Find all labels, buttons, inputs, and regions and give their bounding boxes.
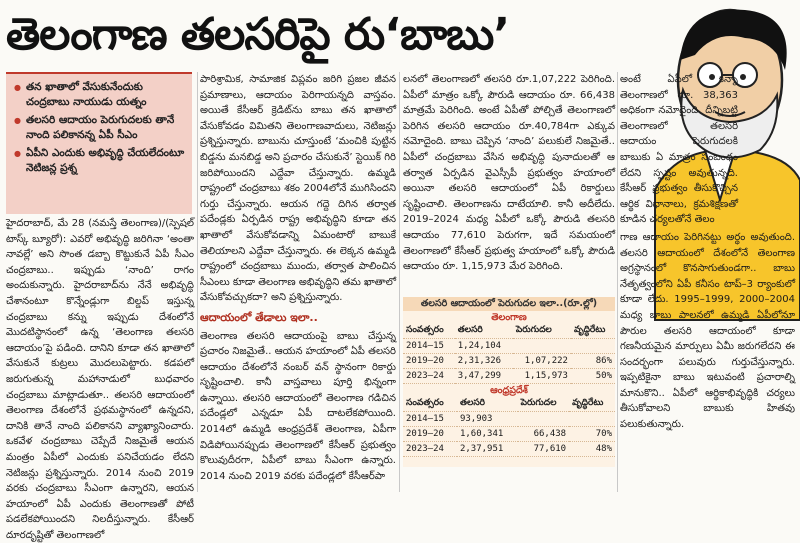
summary-point: ● తన ఖాతాలో వేసుకునేందుకు చంద్రబాబు నాయుడు యత్నం: [14, 80, 186, 110]
cell: 2019–20: [403, 427, 457, 442]
cell: 48%: [569, 442, 615, 457]
table-row: [403, 339, 615, 354]
cell: 2023–24: [403, 442, 457, 457]
summary-point: ● తలసరి ఆదాయం పెరుగుదలకు తానే నాంది పలికానన్న ఏపీ సీఎం: [14, 113, 186, 143]
cell: 93,903: [457, 412, 518, 427]
paragraph: తెలంగాణ తలసరి ఆదాయంపై బాబు చేస్తున్న ప్రచారం నిజమైతే.. ఆయన హయాంలో ఏపీ తలసరి ఆదాయం దేశంలోనే నంబర్ వన్ స్థానంగా రికార్డు సృష్టించాలి. కానీ వాస్తవాలు పూర్తి భిన్నంగా ఉన్నాయి. తలసరి ఆదాయంలో తెలంగాణ గడిచిన పదేండ్లలో ఎన్నడూ ఏపీ దాటలేకపోయింది. 2014లో ఉమ్మడి ఆంధ్రప్రదేశ్ తెలంగాణ, ఏపీగా విడిపోయినప్పుడు తెలంగాణలో కేసీఆర్ ప్రభుత్వం కొలువుదీరగా, ఏపీలో బాబు సీఎంగా ఉన్నారు. 2014 నుంచి 2019 వరకు పదేండ్లలో కేసీఆర్‌పా: [200, 330, 396, 482]
header-growth: పెరుగుదల: [513, 324, 571, 339]
article-column-4: [620, 72, 795, 492]
cell: 2,31,326: [455, 354, 513, 369]
cell: 2014–15: [403, 412, 457, 427]
table-row: [403, 412, 615, 427]
header-growth: పెరుగుదల: [518, 397, 570, 412]
paragraph: గాణ ఆదాయం పెరిగినట్టు అర్థం అవుతుంది. తలసరి ఆదాయంలో దేశంలోనే తెలంగాణ అగ్రస్థానంలో కొనసాగుతుండగా.. బాబు నేతృత్వంలోని ఏపీ కనీసం టాప్–3 ర్యాంకులో కూడా లేదు. 1995–1999, 2000–2004 మధ్య బాబు పాలనలో ఉమ్మడి ఏపీలోనూ పౌరుల తలసరి ఆదాయంలో కూడా గణనీయమైన మార్పులు ఏమీ జరుగలేదని ఈ సందర్భంగా పలువురు గుర్తుచేస్తున్నారు. ఇప్పటికైనా బాబు ఇటువంటి ప్రచారాల్ని మానుకొని.. ఏపీలో ఆర్థికాభివృద్ధికి చర్యలు తీసుకోవాలని బాబుకు హితవు పలుకుతున్నారు.: [620, 231, 795, 431]
table-header-row: [403, 324, 615, 339]
table-title: తలసరి ఆదాయంలో పెరుగుదల ఇలా..(రూ.ల్లో): [403, 297, 615, 311]
table-row: [403, 442, 615, 457]
cell: 86%: [571, 354, 615, 369]
per-capita-income-table: [403, 297, 615, 467]
cell: [571, 339, 615, 354]
cell: 2023–24: [403, 369, 455, 384]
table-header-row: [403, 397, 615, 412]
article-column-1: [6, 216, 194, 541]
cell: 66,438: [518, 427, 570, 442]
cell: 1,15,973: [513, 369, 571, 384]
table-section-telangana: తెలంగాణ: [491, 312, 527, 323]
ap-table: [403, 397, 615, 457]
paragraph: హైదరాబాద్, మే 28 (నమస్తే తెలంగాణ)/(స్పెషల్ టాస్క్ బ్యూరో): ఎవరో అభివృద్ధి జరిగినా ‘అంతా నావల్లే’ అని సొంత డబ్బా కొట్టుకునే ఏపీ సీఎం చంద్రబాబు.. ఇప్పుడు ‘నాంది’ రాగం అందుకున్నారు. హైదరాబాద్‌ను నేనే అభివృద్ధి చేశానంటూ కొన్నేండ్లుగా బిల్డప్ ఇస్తున్న చంద్రబాబు కన్ను ఇప్పుడు దేశంలోనే మొదటిస్థానంలో ఉన్న ‘తెలంగాణ తలసరి ఆదాయం’పై పడింది. దానిని కూడా తన ఖాతాలో వేసుకునే కుట్రలు మొదలుపెట్టారు. కడపలో జరుగుతున్న మహానాడులో బుధవారం చంద్రబాబు మాట్లాడుతూ.. తలసరి ఆదాయంలో తెలంగాణ దేశంలోనే ప్రథమస్థానంలో ఉన్నదని, దానికి తానే నాంది పలికానని వ్యాఖ్యానించారు. ఒకవేళ చంద్రబాబు చెప్పేదే నిజమైతే ఆయన మంత్రం ఏపీలో ఎందుకు పనిచేయడం లేదని నెటిజన్లు ప్రశ్నిస్తున్నారు. 2014 నుంచి 2019 వరకు చంద్రబాబు సీఎంగా ఉన్నారని, ఆయన హయాంలో ఏపీ ఎందుకు తెలంగాణతో పోటీ పడలేకపోయిందని నిలదీస్తున్నారు. కేసీఆర్ దూరదృష్టితో తెలంగాణలో: [6, 218, 194, 541]
paragraph: లనలో తెలంగాణలో తలసరి రూ.1,07,222 పెరిగింది. ఏపీలో మాత్రం ఒక్కో పౌరుడి ఆదాయం రూ. 66,438 మాత్రమే పెరిగింది. అంటే ఏపీతో పోల్చితే తెలంగాణలో పెరిగిన తలసరి ఆదాయం రూ.40,784గా ఎక్కువ నమోదైంది. బాబు చెప్పిన ‘నాంది’ పలుకులే నిజమైతే.. ఏపీలో చంద్రబాబు వేసిన అభివృద్ధి పునాదులతో ఆ తర్వాత ఏర్పడిన వైఎస్సీపీ ప్రభుత్వం హయాంలో అయినా తలసరి ఆదాయంలో ఏపీ రికార్డులు సృష్టించాలి. తెలంగాణను దాటేయాలి. కానీ అదీలేదు. 2019–2024 మధ్య ఏపీలో ఒక్కో పౌరుడి తలసరి ఆదాయం 77,610 పెరుగగా, ఇదే సమయంలో తెలంగాణలో కేసీఆర్ ప్రభుత్వ హయాంలో ఒక్కో పౌరుడి ఆదాయం రూ. 1,15,973 మేర పెరిగింది.: [403, 74, 615, 273]
header-year: సంవత్సరం: [403, 324, 455, 339]
column-divider: [399, 72, 400, 492]
cell: 1,60,341: [457, 427, 518, 442]
header-per-capita: తలసరి: [455, 324, 513, 339]
cell: 2014–15: [403, 339, 455, 354]
column-divider: [197, 72, 198, 492]
headline: తెలంగాణ తలసరిపై రు‘బాబు’: [6, 9, 510, 60]
cell: 1,07,222: [513, 354, 571, 369]
header-year: సంవత్సరం: [403, 397, 457, 412]
header-per-capita: తలసరి: [457, 397, 518, 412]
summary-box: [6, 72, 192, 214]
header-growth-rate: వృద్ధిరేటు: [569, 397, 615, 412]
summary-point: ● ఏపీని ఎందుకు అభివృద్ధి చేయలేదంటూ నెటిజన్ల ప్రశ్న: [14, 146, 186, 176]
column-divider: [617, 72, 618, 492]
cell: 70%: [569, 427, 615, 442]
cell: 1,24,104: [455, 339, 513, 354]
cell: [569, 412, 615, 427]
table-row: [403, 369, 615, 384]
article-column-2: [200, 72, 396, 492]
cell: 3,47,299: [455, 369, 513, 384]
subheading: ఆదాయంలో తేడాలు ఇలా..: [200, 310, 318, 324]
cell: 50%: [571, 369, 615, 384]
cell: 2019–20: [403, 354, 455, 369]
article-column-3: [403, 72, 615, 294]
cell: [518, 412, 570, 427]
table-section-ap: ఆంధ్రప్రదేశ్: [490, 385, 528, 396]
cell: [513, 339, 571, 354]
table-row: [403, 354, 615, 369]
paragraph: అంటే ఏపీలో కన్నా తెలంగాణలో రూ. 38,363 అధికంగా నమోదైంది. దీన్నిబట్టి తెలంగాణలో తలసరి ఆదాయం పెరుగుదలకి బాబుకు ఏ మాత్రం సంబంధం లేదని స్పష్టం అవుతున్నది. కేసీఆర్ ప్రభుత్వం తీసుకొచ్చిన ఆర్థిక విధానాలు, క్రమశిక్షణతో కూడిన చర్యలతోనే తెలం: [620, 74, 738, 226]
cell: 77,610: [518, 442, 570, 457]
cell: 2,37,951: [457, 442, 518, 457]
table-row: [403, 427, 615, 442]
header-growth-rate: వృద్ధిరేటు: [571, 324, 615, 339]
paragraph: పారిశ్రామిక, సామాజిక విప్లవం జరిగి ప్రజల జీవన ప్రమాణాలు, ఆదాయం పెరిగాయన్నది వాస్తవం. అయితే కేసీఆర్ క్రెడిట్‌ను బాబు తన ఖాతాలో వేసుకోవడం విమితని తెలంగాణవాదులు, నెటిజన్లు ప్రశ్నిస్తున్నారు. బాబును చూస్తుంటే ‘మంచికి పుట్టిన బిడ్డను మనబిడ్డ అని ప్రచారం చేసుకునే’ స్టెయిక్ గిరి జరిపోయిందని ఎద్దేవా చేస్తున్నారు. ఉమ్మడి రాష్ట్రంలో చంద్రబాబు శకం 2004లోనే ముగిసిందని గుర్తు చేస్తున్నారు. ఆయన గద్దె దిగిన తర్వాత పదేండ్లకు ఏర్పడిన రాష్ట్ర అభివృద్ధిని కూడా తన ఖాతాలో వేసుకోవడాన్ని ఏమంటారో బాబుకే తెలియాలని ఎద్దేవా చేస్తున్నారు. ఈ లెక్కన ఉమ్మడి రాష్ట్రంలో చంద్రబాబు ముందు, తర్వాత పాలించిన సీఎంలు కూడా తెలంగాణ అభివృద్ధిని తమ ఖాతాలో వేసుకోవచ్చుకదా? అని ప్రశ్నిస్తున్నారు.: [200, 74, 396, 304]
telangana-table: [403, 324, 615, 384]
